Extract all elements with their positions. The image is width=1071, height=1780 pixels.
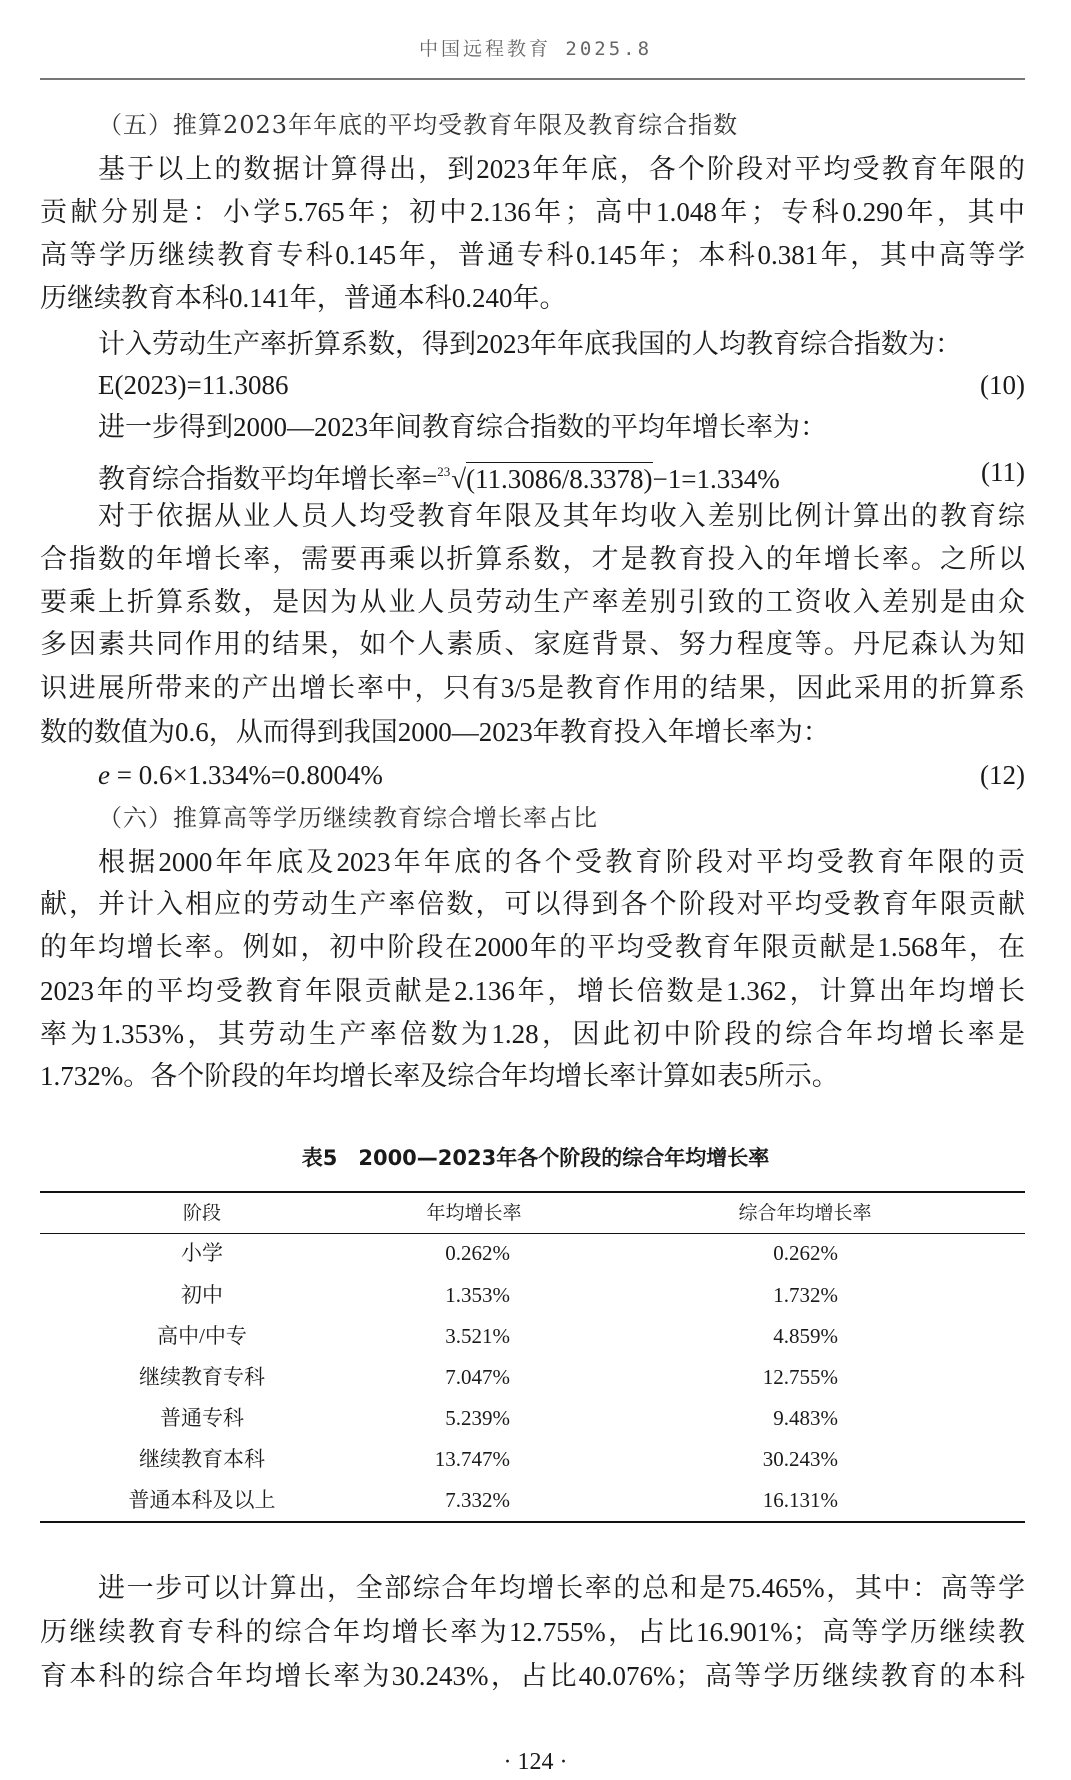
equation-11 (98, 456, 1025, 495)
table-header: 综合年均增长率 (738, 1202, 872, 1224)
equation-12 (98, 759, 1025, 791)
table-cell-stage: 小学 (181, 1241, 223, 1265)
table-bottom-rule (40, 1521, 1025, 1523)
equation-number: (10) (980, 370, 1025, 400)
paragraph-line: 进一步可以计算出，全部综合年均增长率的总和是75.465%，其中：高等学 (98, 1573, 1025, 1603)
equation-number: (12) (980, 760, 1025, 790)
table-header: 年均增长率 (426, 1202, 522, 1224)
paragraph-line: 要乘上折算系数，是因为从业人员劳动生产率差别引致的工资收入差别是由众 (40, 587, 1025, 617)
table-cell-composite-growth: 1.732% (773, 1283, 838, 1307)
table-cell-composite-growth: 16.131% (762, 1488, 838, 1512)
paragraph-line: 历继续教育本科0.141年，普通本科0.240年。 (40, 283, 567, 313)
equation-number: (11) (981, 457, 1025, 487)
section-heading-6: （六）推算高等学历继续教育综合增长率占比 (98, 804, 598, 832)
paragraph-line: 计入劳动生产率折算系数，得到2023年年底我国的人均教育综合指数为： (98, 329, 962, 359)
equation-suffix: −1=1.334% (652, 464, 780, 494)
table-cell-stage: 高中/中专 (157, 1324, 247, 1348)
paragraph-line: 多因素共同作用的结果，如个人素质、家庭背景、努力程度等。丹尼森认为知 (40, 629, 1025, 659)
paragraph-line: 根据2000年年底及2023年年底的各个受教育阶段对平均受教育年限的贡 (98, 847, 1025, 877)
table-cell-stage: 普通本科及以上 (128, 1488, 276, 1512)
paragraph-line: 识进展所带来的产出增长率中，只有3/5是教育作用的结果，因此采用的折算系 (40, 673, 1025, 703)
paragraph-line: 育本科的综合年均增长率为30.243%，占比40.076%；高等学历继续教育的本科 (40, 1661, 1025, 1691)
equation-variable: e (98, 760, 110, 790)
paragraph-line: 2023年的平均受教育年限贡献是2.136年，增长倍数是1.362，计算出年均增长 (40, 976, 1025, 1006)
table-title: 表5 2000—2023年各个阶段的综合年均增长率 (301, 1146, 770, 1170)
radical-sign: √ (451, 464, 467, 494)
table-cell-annual-growth: 5.239% (445, 1406, 510, 1430)
table-cell-annual-growth: 13.747% (434, 1447, 510, 1471)
table-top-rule (40, 1191, 1025, 1193)
paragraph-line: 对于依据从业人员人均受教育年限及其年均收入差别比例计算出的教育综 (98, 501, 1025, 531)
paragraph-line: 献，并计入相应的劳动生产率倍数，可以得到各个阶段对平均受教育年限贡献 (40, 889, 1025, 919)
table-cell-composite-growth: 4.859% (773, 1324, 838, 1348)
page-number: · 124 · (503, 1749, 568, 1775)
paragraph-line: 数的数值为0.6，从而得到我国2000—2023年教育投入年增长率为： (40, 717, 830, 747)
paragraph-line: 进一步得到2000—2023年间教育综合指数的平均年增长率为： (98, 412, 827, 442)
table-cell-annual-growth: 7.332% (445, 1488, 510, 1512)
paragraph-line: 合指数的年增长率，需要再乘以折算系数，才是教育投入的年增长率。之所以 (40, 544, 1025, 574)
table-cell-annual-growth: 3.521% (445, 1324, 510, 1348)
table-cell-stage: 继续教育本科 (139, 1447, 265, 1471)
table-cell-composite-growth: 30.243% (762, 1447, 838, 1471)
table-cell-stage: 普通专科 (160, 1406, 244, 1430)
table-cell-stage: 继续教育专科 (139, 1365, 265, 1389)
paragraph-line: 高等学历继续教育专科0.145年，普通专科0.145年；本科0.381年，其中高等学 (40, 240, 1025, 270)
root-index: 23 (437, 464, 451, 479)
table-cell-composite-growth: 12.755% (762, 1365, 838, 1389)
equation-10 (98, 369, 1025, 401)
table-header: 阶段 (182, 1202, 221, 1224)
section-heading-5: （五）推算2023年年底的平均受教育年限及教育综合指数 (98, 111, 739, 139)
equation-text: E(2023)=11.3086 (98, 370, 289, 400)
paragraph-line: 1.732%。各个阶段的年均增长率及综合年均增长率计算如表5所示。 (40, 1061, 839, 1091)
radicand: (11.3086/8.3378) (466, 464, 653, 494)
table-cell-annual-growth: 1.353% (445, 1283, 510, 1307)
table-cell-composite-growth: 9.483% (773, 1406, 838, 1430)
paragraph-line: 贡献分别是：小学5.765年；初中2.136年；高中1.048年；专科0.290年，其中 (40, 197, 1025, 227)
table-cell-composite-growth: 0.262% (773, 1241, 838, 1265)
paragraph-line: 率为1.353%，其劳动生产率倍数为1.28，因此初中阶段的综合年均增长率是 (40, 1019, 1025, 1049)
table-header-rule (40, 1233, 1025, 1234)
paragraph-line: 历继续教育专科的综合年均增长率为12.755%，占比16.901%；高等学历继续教 (40, 1617, 1025, 1647)
paragraph-line: 基于以上的数据计算得出，到2023年年底，各个阶段对平均受教育年限的 (98, 154, 1025, 184)
header-rule (40, 78, 1025, 80)
table-cell-annual-growth: 0.262% (445, 1241, 510, 1265)
table-cell-annual-growth: 7.047% (445, 1365, 510, 1389)
paragraph-line: 的年均增长率。例如，初中阶段在2000年的平均受教育年限贡献是1.568年，在 (40, 932, 1025, 962)
running-header: 中国远程教育 2025.8 (418, 38, 653, 60)
table-cell-stage: 初中 (181, 1283, 223, 1307)
equation-text: = 0.6×1.334%=0.8004% (109, 760, 383, 790)
equation-prefix: 教育综合指数平均年增长率= (98, 464, 438, 494)
